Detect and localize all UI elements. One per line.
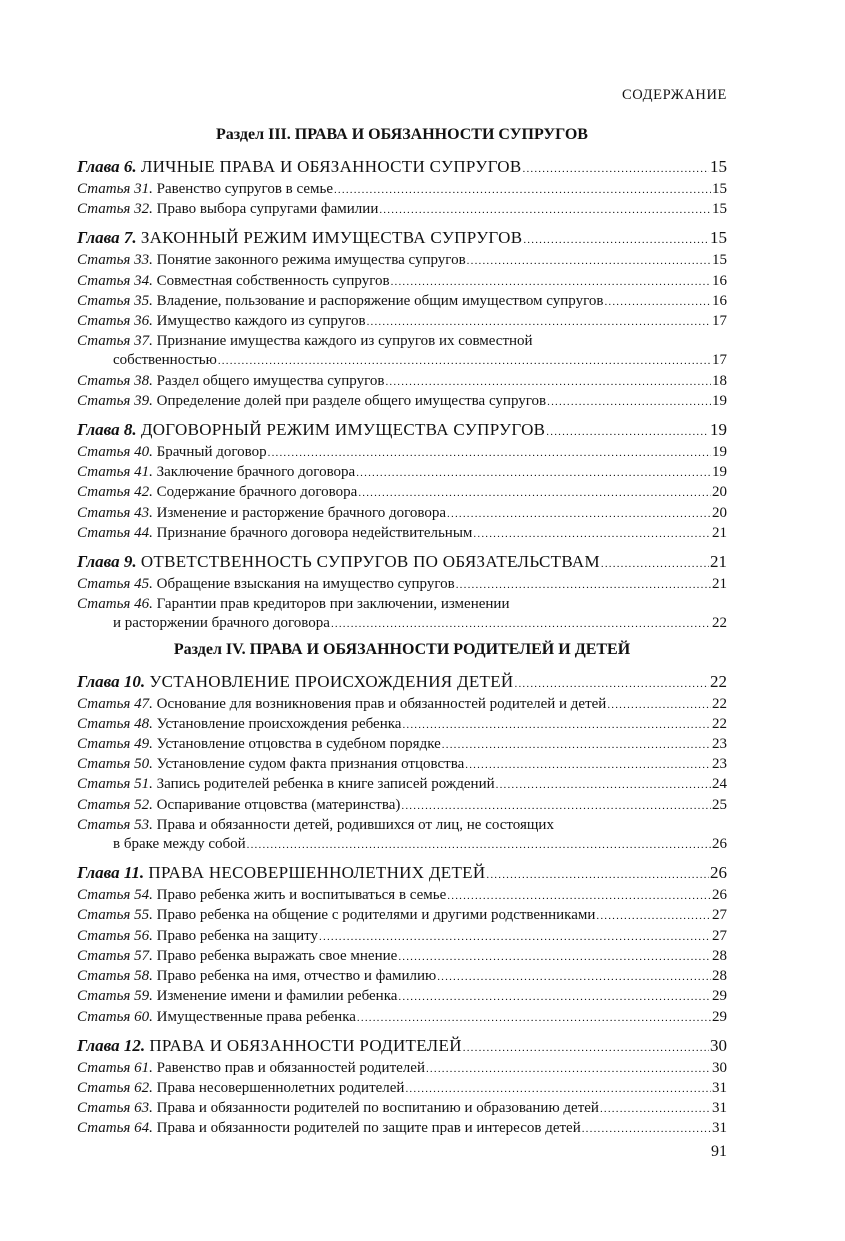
dot-leader xyxy=(600,1099,711,1119)
article-heading xyxy=(77,927,318,946)
chapter-heading xyxy=(77,419,545,441)
dot-leader xyxy=(582,1119,711,1139)
article-entry xyxy=(77,251,727,271)
dot-leader xyxy=(447,504,711,524)
article-title: Имущественные права ребенка xyxy=(156,1008,356,1025)
article-page: 23 xyxy=(712,756,727,773)
article-heading xyxy=(77,715,401,734)
article-label: Статья 38. xyxy=(77,372,153,389)
article-heading xyxy=(77,575,455,594)
section-title: Раздел IV. ПРАВА И ОБЯЗАННОСТИ РОДИТЕЛЕЙ И ДЕТЕЙ xyxy=(173,640,631,658)
chapter-label: Глава 10. xyxy=(77,671,146,691)
article-heading xyxy=(77,735,441,754)
article-title: Запись родителей ребенка в книге записей рождений xyxy=(156,776,495,793)
article-title: Права несовершеннолетних родителей xyxy=(156,1079,405,1096)
dot-leader xyxy=(331,614,711,634)
article-entry xyxy=(77,1008,727,1028)
chapter-title: ЗАКОННЫЙ РЕЖИМ ИМУЩЕСТВА СУПРУГОВ xyxy=(140,228,523,248)
article-title: Определение долей при разделе общего имущества супругов xyxy=(156,392,547,409)
article-entry xyxy=(77,524,727,544)
article-page: 16 xyxy=(712,292,727,309)
article-page: 15 xyxy=(712,201,727,218)
article-entry xyxy=(77,715,727,735)
article-page: 22 xyxy=(712,715,727,732)
article-label: Статья 39. xyxy=(77,392,153,409)
article-entry xyxy=(77,200,727,220)
article-label: Статья 32. xyxy=(77,201,153,218)
chapter-heading xyxy=(77,1035,462,1057)
chapter-heading xyxy=(77,862,485,884)
dot-leader xyxy=(465,755,711,775)
page-number: 91 xyxy=(711,1143,727,1160)
article-page: 26 xyxy=(712,836,727,853)
article-title: Владение, пользование и распоряжение общим имуществом супругов xyxy=(156,292,604,309)
article-entry xyxy=(77,463,727,483)
article-page: 15 xyxy=(712,181,727,197)
article-entry xyxy=(77,1059,727,1079)
dot-leader xyxy=(391,272,711,292)
article-title: Установление происхождения ребенка xyxy=(156,715,402,732)
article-heading xyxy=(77,372,384,391)
article-heading xyxy=(77,272,390,291)
article-page: 22 xyxy=(712,695,727,712)
article-entry xyxy=(77,180,727,200)
article-title: Установление отцовства в судебном порядке xyxy=(156,736,441,753)
chapter-title: ЛИЧНЫЕ ПРАВА И ОБЯЗАННОСТИ СУПРУГОВ xyxy=(140,157,522,176)
article-entry xyxy=(77,575,727,595)
dot-leader xyxy=(437,967,711,987)
article-entry xyxy=(77,1099,727,1119)
dot-leader xyxy=(367,312,711,332)
article-entry-first-line xyxy=(77,332,727,351)
dot-leader xyxy=(398,987,711,1007)
dot-leader xyxy=(442,735,711,755)
article-heading xyxy=(77,292,603,311)
article-title: Обращение взыскания на имущество супругов xyxy=(156,576,455,593)
article-label: Статья 35. xyxy=(77,292,153,309)
article-title: Установление судом факта признания отцовства xyxy=(156,756,465,773)
article-entry xyxy=(77,755,727,775)
article-entry xyxy=(77,906,727,926)
article-label: Статья 33. xyxy=(77,252,153,269)
chapter-label: Глава 9. xyxy=(77,552,137,572)
article-title: Основание для возникновения прав и обязанностей родителей и детей xyxy=(156,695,607,712)
chapter-entry xyxy=(77,671,727,695)
article-label: Статья 46. xyxy=(77,596,153,613)
article-heading xyxy=(77,483,357,502)
article-entry xyxy=(77,695,727,715)
article-page: 28 xyxy=(712,968,727,985)
article-entry xyxy=(77,947,727,967)
chapter-title: ДОГОВОРНЫЙ РЕЖИМ ИМУЩЕСТВА СУПРУГОВ xyxy=(140,420,546,440)
article-title: Право выбора супругами фамилии xyxy=(156,201,379,218)
article-title-continuation: в браке между собой xyxy=(113,836,246,853)
article-label: Статья 63. xyxy=(77,1100,153,1117)
article-entry xyxy=(77,392,727,412)
chapter-entry xyxy=(77,862,727,886)
article-entry-continuation xyxy=(77,351,727,371)
article-entry xyxy=(77,312,727,332)
dot-leader xyxy=(473,524,711,544)
dot-leader xyxy=(247,835,711,855)
dot-leader xyxy=(426,1059,711,1079)
article-title: Гарантии прав кредиторов при заключении, изменении xyxy=(156,596,510,613)
dot-leader xyxy=(463,1035,709,1059)
dot-leader xyxy=(385,372,711,392)
article-title: Раздел общего имущества супругов xyxy=(156,372,385,389)
article-heading xyxy=(77,312,366,331)
chapter-label: Глава 6. xyxy=(77,157,137,176)
article-label: Статья 31. xyxy=(77,181,153,197)
article-page: 27 xyxy=(712,927,727,944)
article-label: Статья 42. xyxy=(77,484,153,501)
article-entry xyxy=(77,1079,727,1099)
article-title: Брачный договор xyxy=(156,444,267,461)
dot-leader xyxy=(604,292,711,312)
article-entry xyxy=(77,987,727,1007)
chapter-title: ПРАВА НЕСОВЕРШЕННОЛЕТНИХ ДЕТЕЙ xyxy=(148,863,486,883)
article-entry-continuation xyxy=(77,835,727,855)
article-page: 21 xyxy=(712,524,727,541)
article-page: 17 xyxy=(712,352,727,369)
article-page: 15 xyxy=(712,252,727,269)
article-label: Статья 36. xyxy=(77,313,153,330)
article-heading xyxy=(77,906,595,925)
article-heading xyxy=(77,886,446,905)
article-entry xyxy=(77,886,727,906)
chapter-label: Глава 11. xyxy=(77,863,145,883)
chapter-page: 15 xyxy=(710,157,727,176)
chapter-page: 22 xyxy=(710,671,727,691)
article-title: Изменение и расторжение брачного договора xyxy=(156,504,447,521)
article-title: Совместная собственность супругов xyxy=(156,272,390,289)
article-label: Статья 57. xyxy=(77,947,153,964)
dot-leader xyxy=(467,251,711,271)
article-heading xyxy=(77,1079,404,1098)
article-label: Статья 37. xyxy=(77,333,153,350)
article-label: Статья 47. xyxy=(77,695,153,712)
article-heading xyxy=(77,251,466,270)
article-label: Статья 44. xyxy=(77,524,153,541)
article-label: Статья 58. xyxy=(77,968,153,985)
article-heading xyxy=(77,504,446,523)
article-page: 22 xyxy=(712,615,727,632)
article-page: 29 xyxy=(712,1008,727,1025)
chapter-heading xyxy=(77,227,522,249)
article-heading xyxy=(77,1059,425,1078)
article-entry-continuation xyxy=(77,614,727,634)
article-entry xyxy=(77,443,727,463)
article-entry xyxy=(77,483,727,503)
article-page: 18 xyxy=(712,372,727,389)
article-page: 28 xyxy=(712,947,727,964)
dot-leader xyxy=(405,1079,711,1099)
article-title: Изменение имени и фамилии ребенка xyxy=(156,988,398,1005)
article-entry xyxy=(77,272,727,292)
dot-leader xyxy=(523,156,710,180)
article-page: 21 xyxy=(712,576,727,593)
dot-leader xyxy=(319,927,711,947)
article-page: 26 xyxy=(712,887,727,904)
article-label: Статья 54. xyxy=(77,887,153,904)
article-heading xyxy=(77,1008,356,1027)
article-entry xyxy=(77,967,727,987)
article-label: Статья 51. xyxy=(77,776,153,793)
article-label: Статья 34. xyxy=(77,272,153,289)
article-heading xyxy=(77,443,267,462)
article-heading xyxy=(77,775,495,794)
article-title-continuation: и расторжении брачного договора xyxy=(113,615,330,632)
article-label: Статья 55. xyxy=(77,907,153,924)
article-title: Признание имущества каждого из супругов их совместной xyxy=(156,333,533,350)
chapter-title: ПРАВА И ОБЯЗАННОСТИ РОДИТЕЛЕЙ xyxy=(149,1035,462,1055)
article-page: 24 xyxy=(712,776,727,793)
article-page: 16 xyxy=(712,272,727,289)
article-label: Статья 53. xyxy=(77,816,153,833)
article-title: Право ребенка на общение с родителями и другими родственниками xyxy=(156,907,596,924)
chapter-title: УСТАНОВЛЕНИЕ ПРОИСХОЖДЕНИЯ ДЕТЕЙ xyxy=(149,671,514,691)
section-title: Раздел III. ПРАВА И ОБЯЗАННОСТИ СУПРУГОВ xyxy=(216,126,588,143)
article-label: Статья 52. xyxy=(77,796,153,813)
dot-leader xyxy=(401,796,711,816)
article-page: 23 xyxy=(712,736,727,753)
article-heading xyxy=(77,524,472,543)
article-page: 31 xyxy=(712,1079,727,1096)
article-title: Признание брачного договора недействительным xyxy=(156,524,473,541)
dot-leader xyxy=(515,671,709,695)
article-title: Оспаривание отцовства (материнства) xyxy=(156,796,401,813)
article-page: 29 xyxy=(712,988,727,1005)
chapter-title: ОТВЕТСТВЕННОСТЬ СУПРУГОВ ПО ОБЯЗАТЕЛЬСТВАМ xyxy=(140,552,600,572)
article-page: 31 xyxy=(712,1100,727,1117)
chapter-entry xyxy=(77,1035,727,1059)
article-entry xyxy=(77,735,727,755)
article-title: Право ребенка жить и воспитываться в семье xyxy=(156,887,447,904)
article-label: Статья 49. xyxy=(77,736,153,753)
article-heading xyxy=(77,180,333,199)
dot-leader xyxy=(496,775,711,795)
article-heading xyxy=(77,463,355,482)
chapter-entry xyxy=(77,551,727,575)
article-entry xyxy=(77,292,727,312)
article-title: Заключение брачного договора xyxy=(156,464,356,481)
article-page: 27 xyxy=(712,907,727,924)
dot-leader xyxy=(268,443,711,463)
article-heading xyxy=(77,967,436,986)
article-entry xyxy=(77,372,727,392)
article-title: Равенство прав и обязанностей родителей xyxy=(156,1059,425,1076)
article-label: Статья 48. xyxy=(77,715,153,732)
chapter-page: 19 xyxy=(710,420,727,440)
article-label: Статья 40. xyxy=(77,444,153,461)
article-page: 19 xyxy=(712,444,727,461)
article-heading xyxy=(77,695,606,714)
article-title: Права и обязанности родителей по защите прав и интересов детей xyxy=(156,1120,581,1137)
dot-leader xyxy=(218,351,711,371)
article-entry xyxy=(77,504,727,524)
chapter-heading xyxy=(77,156,522,178)
article-page: 25 xyxy=(712,796,727,813)
article-heading xyxy=(77,947,397,966)
chapter-heading xyxy=(77,551,600,573)
chapter-page: 15 xyxy=(710,228,727,248)
article-title: Право ребенка на защиту xyxy=(156,927,319,944)
article-entry xyxy=(77,927,727,947)
chapter-entry xyxy=(77,419,727,443)
article-heading xyxy=(77,392,546,411)
article-title: Содержание брачного договора xyxy=(156,484,358,501)
article-title-continuation: собственностью xyxy=(113,352,217,369)
running-head: СОДЕРЖАНИЕ xyxy=(622,87,727,103)
article-label: Статья 60. xyxy=(77,1008,153,1025)
article-heading xyxy=(77,755,464,774)
dot-leader xyxy=(398,947,711,967)
dot-leader xyxy=(486,862,709,886)
chapter-page: 30 xyxy=(710,1035,727,1055)
dot-leader xyxy=(607,695,711,715)
chapter-label: Глава 12. xyxy=(77,1035,146,1055)
article-label: Статья 61. xyxy=(77,1059,153,1076)
article-entry xyxy=(77,1119,727,1139)
dot-leader xyxy=(601,551,709,575)
table-of-contents xyxy=(77,124,727,1140)
article-entry xyxy=(77,775,727,795)
article-label: Статья 64. xyxy=(77,1120,153,1137)
article-entry-first-line xyxy=(77,816,727,835)
article-heading xyxy=(77,1099,599,1118)
chapter-label: Глава 7. xyxy=(77,228,137,248)
dot-leader xyxy=(402,715,711,735)
article-label: Статья 56. xyxy=(77,927,153,944)
chapter-entry xyxy=(77,227,727,251)
article-title: Понятие законного режима имущества супругов xyxy=(156,252,466,269)
article-title: Права и обязанности детей, родившихся от лиц, не состоящих xyxy=(156,816,554,833)
chapter-page: 26 xyxy=(710,863,727,883)
article-page: 17 xyxy=(712,313,727,330)
article-heading xyxy=(77,1119,581,1138)
article-heading xyxy=(77,987,397,1006)
dot-leader xyxy=(546,419,709,443)
article-label: Статья 43. xyxy=(77,504,153,521)
article-entry-first-line xyxy=(77,595,727,614)
article-page: 19 xyxy=(712,392,727,409)
article-label: Статья 50. xyxy=(77,756,153,773)
dot-leader xyxy=(447,886,711,906)
article-page: 31 xyxy=(712,1120,727,1137)
article-entry xyxy=(77,796,727,816)
chapter-entry xyxy=(77,156,727,180)
article-title: Право ребенка на имя, отчество и фамилию xyxy=(156,968,437,985)
article-label: Статья 59. xyxy=(77,988,153,1005)
article-title: Права и обязанности родителей по воспитанию и образованию детей xyxy=(156,1100,599,1117)
dot-leader xyxy=(596,906,711,926)
article-label: Статья 62. xyxy=(77,1079,153,1096)
article-heading xyxy=(77,200,378,219)
article-title: Имущество каждого из супругов xyxy=(156,313,366,330)
dot-leader xyxy=(456,575,711,595)
chapter-label: Глава 8. xyxy=(77,420,137,440)
dot-leader xyxy=(334,180,711,200)
article-label: Статья 45. xyxy=(77,576,153,593)
article-page: 19 xyxy=(712,464,727,481)
chapter-heading xyxy=(77,671,514,693)
article-page: 30 xyxy=(712,1059,727,1076)
dot-leader xyxy=(358,483,711,503)
article-title: Право ребенка выражать свое мнение xyxy=(156,947,398,964)
article-title: Равенство супругов в семье xyxy=(156,181,333,197)
dot-leader xyxy=(379,200,711,220)
article-heading xyxy=(77,796,400,815)
dot-leader xyxy=(547,392,711,412)
chapter-page: 21 xyxy=(710,552,727,572)
dot-leader xyxy=(523,227,709,251)
dot-leader xyxy=(356,463,711,483)
article-label: Статья 41. xyxy=(77,464,153,481)
article-page: 20 xyxy=(712,484,727,501)
dot-leader xyxy=(357,1008,711,1028)
article-page: 20 xyxy=(712,504,727,521)
